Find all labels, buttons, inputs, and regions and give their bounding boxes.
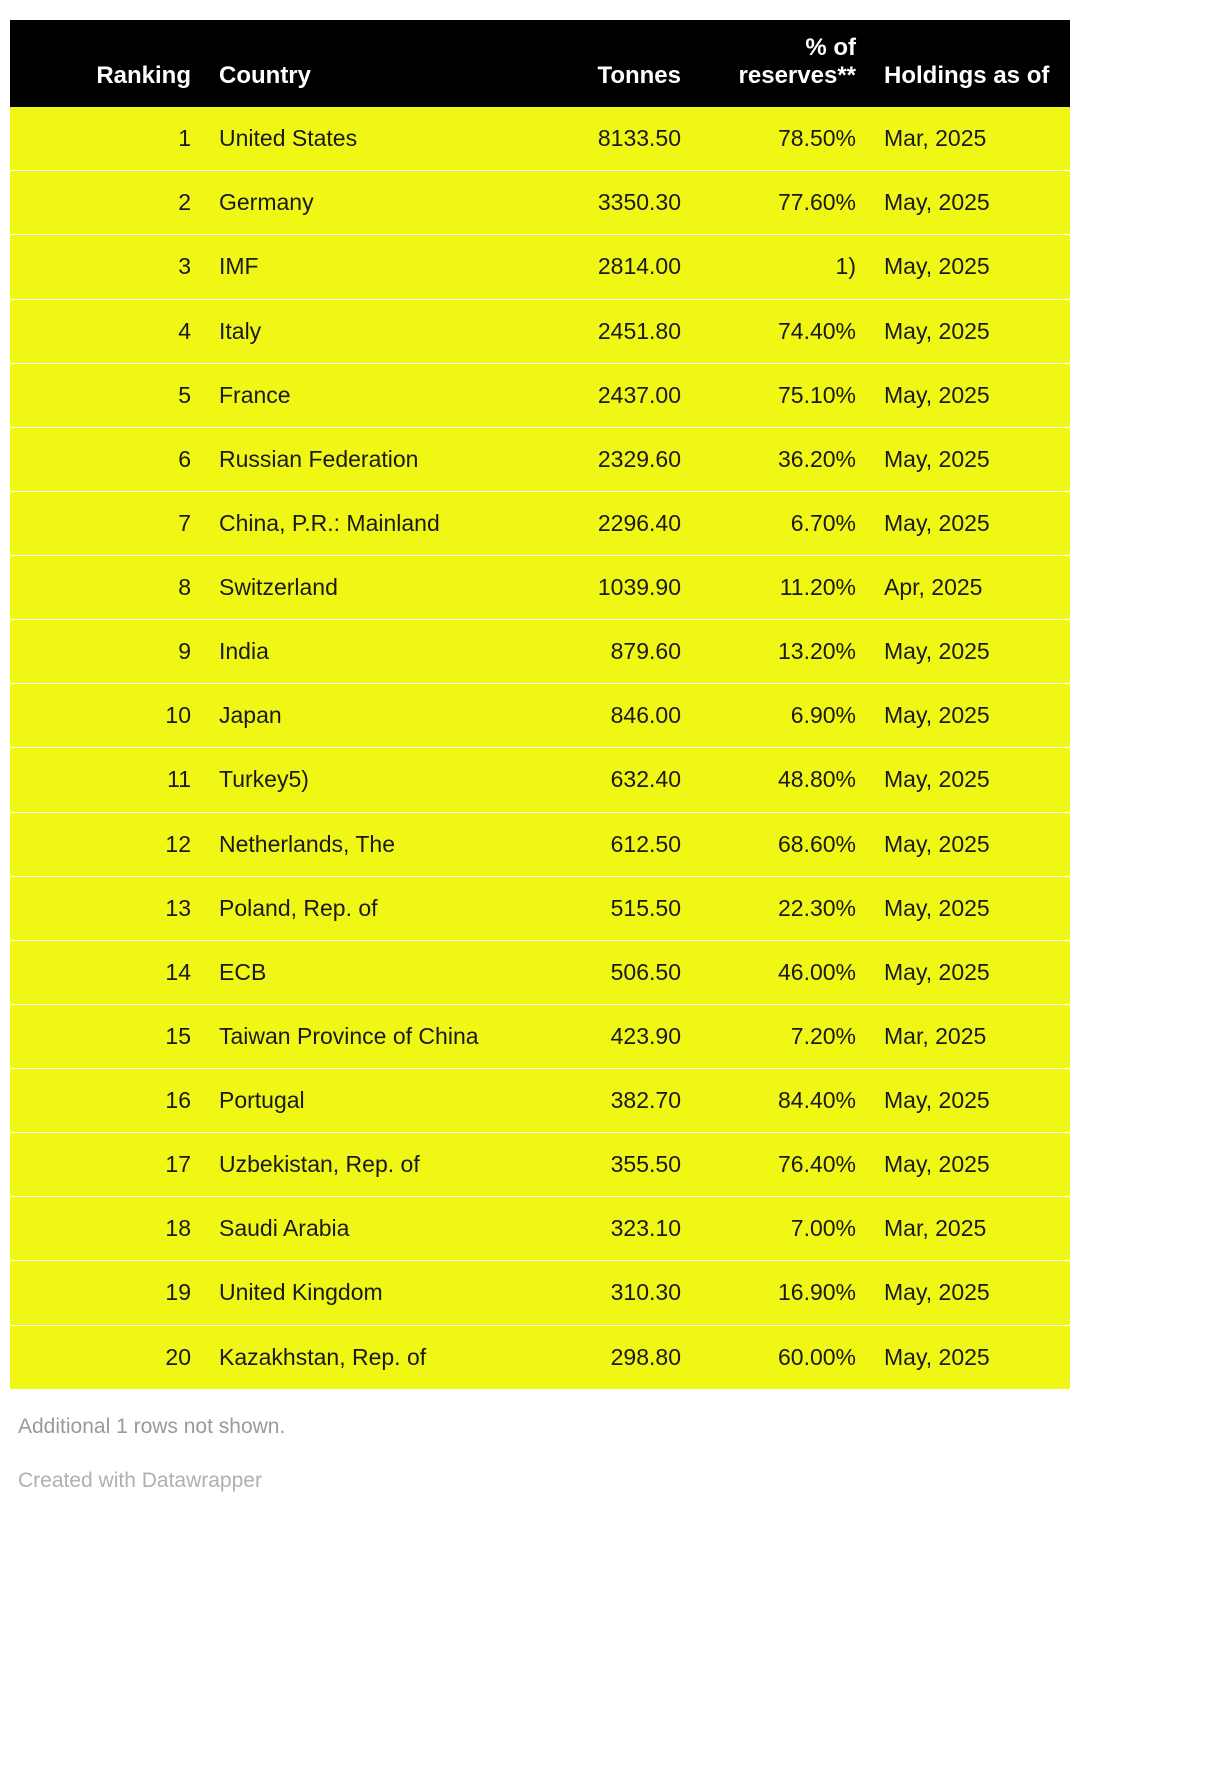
cell-country: Kazakhstan, Rep. of: [205, 1325, 505, 1389]
additional-rows-note: Additional 1 rows not shown.: [18, 1414, 286, 1438]
cell-percent-of-reserves: 6.70%: [695, 491, 870, 555]
gold-holdings-table: [10, 20, 1070, 1389]
cell-percent-of-reserves: 78.50%: [695, 107, 870, 171]
cell-holdings-as-of: May, 2025: [870, 1133, 1070, 1197]
cell-holdings-as-of: May, 2025: [870, 620, 1070, 684]
cell-tonnes: 382.70: [505, 1069, 695, 1133]
cell-holdings-as-of: May, 2025: [870, 235, 1070, 299]
cell-percent-of-reserves: 7.00%: [695, 1197, 870, 1261]
cell-holdings-as-of: Mar, 2025: [870, 107, 1070, 171]
cell-holdings-as-of: May, 2025: [870, 1325, 1070, 1389]
cell-tonnes: 846.00: [505, 684, 695, 748]
cell-tonnes: 323.10: [505, 1197, 695, 1261]
cell-percent-of-reserves: 75.10%: [695, 363, 870, 427]
cell-tonnes: 515.50: [505, 876, 695, 940]
cell-tonnes: 355.50: [505, 1133, 695, 1197]
table-row: [10, 748, 1070, 812]
table-row: [10, 1261, 1070, 1325]
cell-percent-of-reserves: 16.90%: [695, 1261, 870, 1325]
cell-country: Taiwan Province of China: [205, 1004, 505, 1068]
cell-tonnes: 2814.00: [505, 235, 695, 299]
column-header-country[interactable]: Country: [205, 20, 505, 107]
cell-holdings-as-of: May, 2025: [870, 812, 1070, 876]
cell-ranking: 6: [10, 427, 205, 491]
table-body: [10, 107, 1070, 1389]
cell-holdings-as-of: May, 2025: [870, 171, 1070, 235]
cell-country: Turkey5): [205, 748, 505, 812]
cell-holdings-as-of: May, 2025: [870, 940, 1070, 1004]
cell-ranking: 4: [10, 299, 205, 363]
cell-holdings-as-of: May, 2025: [870, 491, 1070, 555]
cell-country: United Kingdom: [205, 1261, 505, 1325]
cell-ranking: 18: [10, 1197, 205, 1261]
cell-percent-of-reserves: 74.40%: [695, 299, 870, 363]
cell-holdings-as-of: May, 2025: [870, 299, 1070, 363]
cell-holdings-as-of: Mar, 2025: [870, 1197, 1070, 1261]
cell-country: Germany: [205, 171, 505, 235]
cell-percent-of-reserves: 36.20%: [695, 427, 870, 491]
cell-country: China, P.R.: Mainland: [205, 491, 505, 555]
cell-ranking: 14: [10, 940, 205, 1004]
cell-ranking: 8: [10, 556, 205, 620]
cell-percent-of-reserves: 13.20%: [695, 620, 870, 684]
table-row: [10, 1325, 1070, 1389]
table-row: [10, 684, 1070, 748]
cell-country: Portugal: [205, 1069, 505, 1133]
cell-percent-of-reserves: 68.60%: [695, 812, 870, 876]
table-row: [10, 107, 1070, 171]
cell-percent-of-reserves: 7.20%: [695, 1004, 870, 1068]
cell-holdings-as-of: Apr, 2025: [870, 556, 1070, 620]
cell-holdings-as-of: May, 2025: [870, 684, 1070, 748]
cell-country: India: [205, 620, 505, 684]
cell-holdings-as-of: Mar, 2025: [870, 1004, 1070, 1068]
table-header-row: [10, 20, 1070, 107]
cell-country: Russian Federation: [205, 427, 505, 491]
column-header-holdings-as-of[interactable]: Holdings as of: [870, 20, 1070, 107]
cell-country: Saudi Arabia: [205, 1197, 505, 1261]
cell-country: Netherlands, The: [205, 812, 505, 876]
cell-percent-of-reserves: 60.00%: [695, 1325, 870, 1389]
column-header-percent-of-reserves[interactable]: % of reserves**: [695, 20, 870, 107]
cell-percent-of-reserves: 48.80%: [695, 748, 870, 812]
cell-tonnes: 879.60: [505, 620, 695, 684]
cell-percent-of-reserves: 77.60%: [695, 171, 870, 235]
cell-ranking: 9: [10, 620, 205, 684]
table-row: [10, 235, 1070, 299]
cell-tonnes: 3350.30: [505, 171, 695, 235]
cell-tonnes: 612.50: [505, 812, 695, 876]
table-row: [10, 556, 1070, 620]
cell-percent-of-reserves: 6.90%: [695, 684, 870, 748]
cell-percent-of-reserves: 11.20%: [695, 556, 870, 620]
cell-country: France: [205, 363, 505, 427]
cell-tonnes: 298.80: [505, 1325, 695, 1389]
cell-tonnes: 2437.00: [505, 363, 695, 427]
cell-ranking: 11: [10, 748, 205, 812]
column-header-tonnes[interactable]: Tonnes: [505, 20, 695, 107]
cell-country: Uzbekistan, Rep. of: [205, 1133, 505, 1197]
cell-tonnes: 310.30: [505, 1261, 695, 1325]
cell-ranking: 13: [10, 876, 205, 940]
cell-tonnes: 632.40: [505, 748, 695, 812]
table-row: [10, 940, 1070, 1004]
table-row: [10, 812, 1070, 876]
cell-percent-of-reserves: 76.40%: [695, 1133, 870, 1197]
cell-ranking: 16: [10, 1069, 205, 1133]
table-header: [10, 20, 1070, 107]
cell-ranking: 15: [10, 1004, 205, 1068]
datawrapper-credit: Created with Datawrapper: [18, 1468, 262, 1492]
cell-country: Japan: [205, 684, 505, 748]
cell-percent-of-reserves: 84.40%: [695, 1069, 870, 1133]
cell-country: Italy: [205, 299, 505, 363]
table-row: [10, 1133, 1070, 1197]
cell-ranking: 2: [10, 171, 205, 235]
table-row: [10, 620, 1070, 684]
cell-ranking: 17: [10, 1133, 205, 1197]
table-row: [10, 363, 1070, 427]
cell-ranking: 12: [10, 812, 205, 876]
table-row: [10, 1197, 1070, 1261]
cell-ranking: 20: [10, 1325, 205, 1389]
cell-country: IMF: [205, 235, 505, 299]
cell-ranking: 10: [10, 684, 205, 748]
cell-ranking: 1: [10, 107, 205, 171]
cell-country: Poland, Rep. of: [205, 876, 505, 940]
cell-holdings-as-of: May, 2025: [870, 1261, 1070, 1325]
cell-holdings-as-of: May, 2025: [870, 1069, 1070, 1133]
table-row: [10, 171, 1070, 235]
cell-ranking: 7: [10, 491, 205, 555]
table-row: [10, 299, 1070, 363]
cell-percent-of-reserves: 46.00%: [695, 940, 870, 1004]
cell-ranking: 19: [10, 1261, 205, 1325]
cell-percent-of-reserves: 22.30%: [695, 876, 870, 940]
table-row: [10, 1069, 1070, 1133]
cell-tonnes: 8133.50: [505, 107, 695, 171]
cell-tonnes: 506.50: [505, 940, 695, 1004]
cell-tonnes: 1039.90: [505, 556, 695, 620]
cell-ranking: 3: [10, 235, 205, 299]
cell-country: ECB: [205, 940, 505, 1004]
cell-tonnes: 2451.80: [505, 299, 695, 363]
table-row: [10, 1004, 1070, 1068]
table-row: [10, 491, 1070, 555]
cell-holdings-as-of: May, 2025: [870, 363, 1070, 427]
cell-holdings-as-of: May, 2025: [870, 748, 1070, 812]
cell-tonnes: 423.90: [505, 1004, 695, 1068]
cell-tonnes: 2296.40: [505, 491, 695, 555]
cell-ranking: 5: [10, 363, 205, 427]
table-row: [10, 876, 1070, 940]
table-row: [10, 427, 1070, 491]
cell-holdings-as-of: May, 2025: [870, 427, 1070, 491]
cell-country: United States: [205, 107, 505, 171]
cell-holdings-as-of: May, 2025: [870, 876, 1070, 940]
cell-country: Switzerland: [205, 556, 505, 620]
cell-tonnes: 2329.60: [505, 427, 695, 491]
column-header-ranking[interactable]: Ranking: [10, 20, 205, 107]
cell-percent-of-reserves: 1): [695, 235, 870, 299]
